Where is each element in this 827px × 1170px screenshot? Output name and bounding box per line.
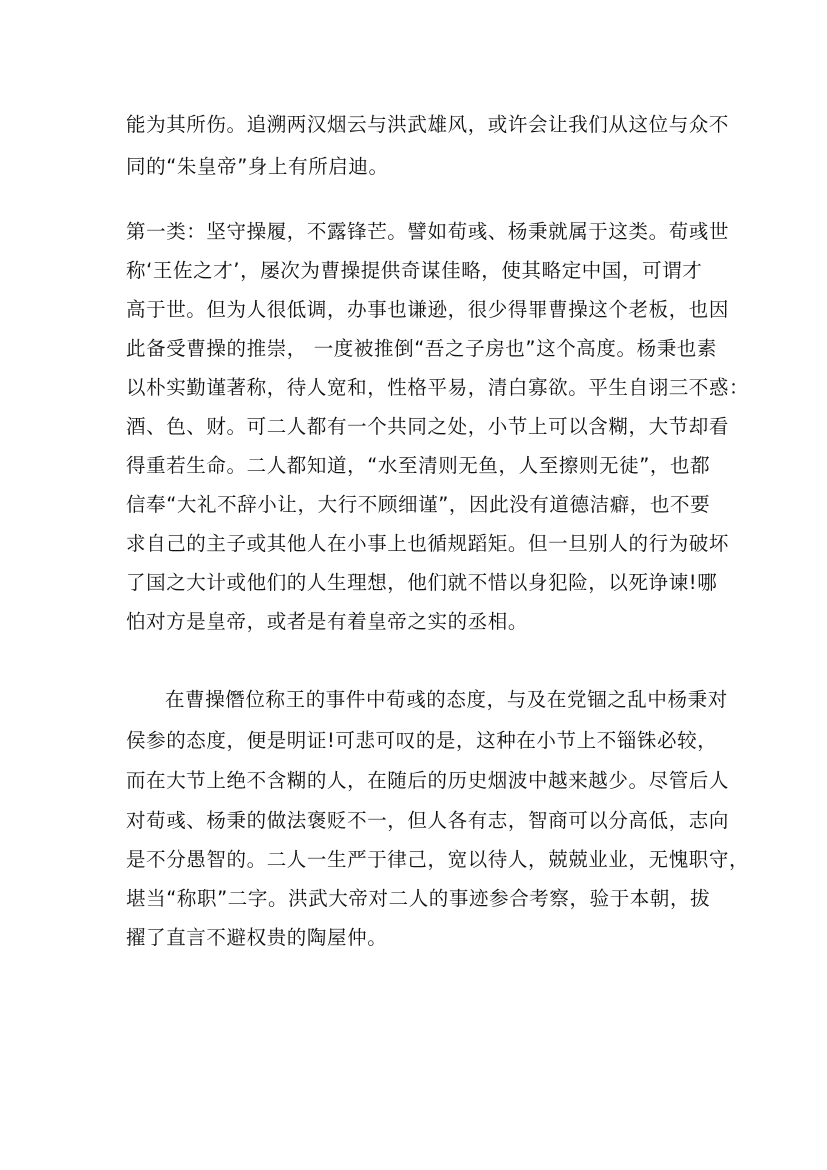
text-line: 擢了直言不避权贵的陶屋仲。 bbox=[126, 926, 388, 949]
text-line: 得重若生命。二人都知道，“水至清则无鱼，人至擦则无徒”，也都 bbox=[126, 454, 711, 477]
text-line: 称‘王佐之才’，屡次为曹操提供奇谋佳略，使其略定中国，可谓才 bbox=[126, 259, 703, 282]
text-line: 以朴实勤谨著称，待人宽和，性格平易，清白寡欲。平生自诩三不惑： bbox=[126, 376, 750, 399]
text-line: 酒、色、财。可二人都有一个共同之处，小节上可以含糊，大节却看 bbox=[126, 415, 730, 438]
text-line: 能为其所伤。追溯两汉烟云与洪武雄风，或许会让我们从这位与众不 bbox=[126, 113, 730, 136]
text-line: 是不分愚智的。二人一生严于律己，宽以待人，兢兢业业，无愧职守， bbox=[126, 848, 750, 871]
text-line: 同的“朱皇帝”身上有所启迪。 bbox=[126, 155, 389, 178]
text-line: 高于世。但为人很低调，办事也谦逊，很少得罪曹操这个老板，也因 bbox=[126, 298, 730, 321]
text-line: 而在大节上绝不含糊的人，在随后的历史烟波中越来越少。尽管后人 bbox=[126, 769, 730, 792]
text-line: 对荀彧、杨秉的做法褒贬不一，但人各有志，智商可以分高低，志向 bbox=[126, 809, 730, 832]
text-line: 此备受曹操的推崇， 一度被推倒“吾之子房也”这个高度。杨秉也素 bbox=[126, 337, 718, 360]
text-line: 了国之大计或他们的人生理想，他们就不惜以身犯险，以死诤谏!哪 bbox=[126, 571, 718, 594]
text-line: 信奉“大礼不辞小让，大行不顾细谨”，因此没有道德洁癖，也不要 bbox=[126, 493, 711, 516]
text-line: 求自己的主子或其他人在小事上也循规蹈矩。但一旦别人的行为破坏 bbox=[126, 532, 730, 555]
text-line: 侯参的态度，便是明证!可悲可叹的是，这种在小节上不锱铢必较， bbox=[126, 729, 718, 752]
text-line: 堪当“称职”二字。洪武大帝对二人的事迹参合考察，验于本朝，拔 bbox=[126, 887, 711, 910]
text-line: 在曹操僭位称王的事件中荀彧的态度，与及在党锢之乱中杨秉对 bbox=[165, 688, 728, 711]
text-line: 怕对方是皇帝，或者是有着皇帝之实的丞相。 bbox=[126, 610, 529, 633]
text-line: 第一类：坚守操履，不露锋芒。譬如荀彧、杨秉就属于这类。荀彧世 bbox=[126, 220, 730, 243]
